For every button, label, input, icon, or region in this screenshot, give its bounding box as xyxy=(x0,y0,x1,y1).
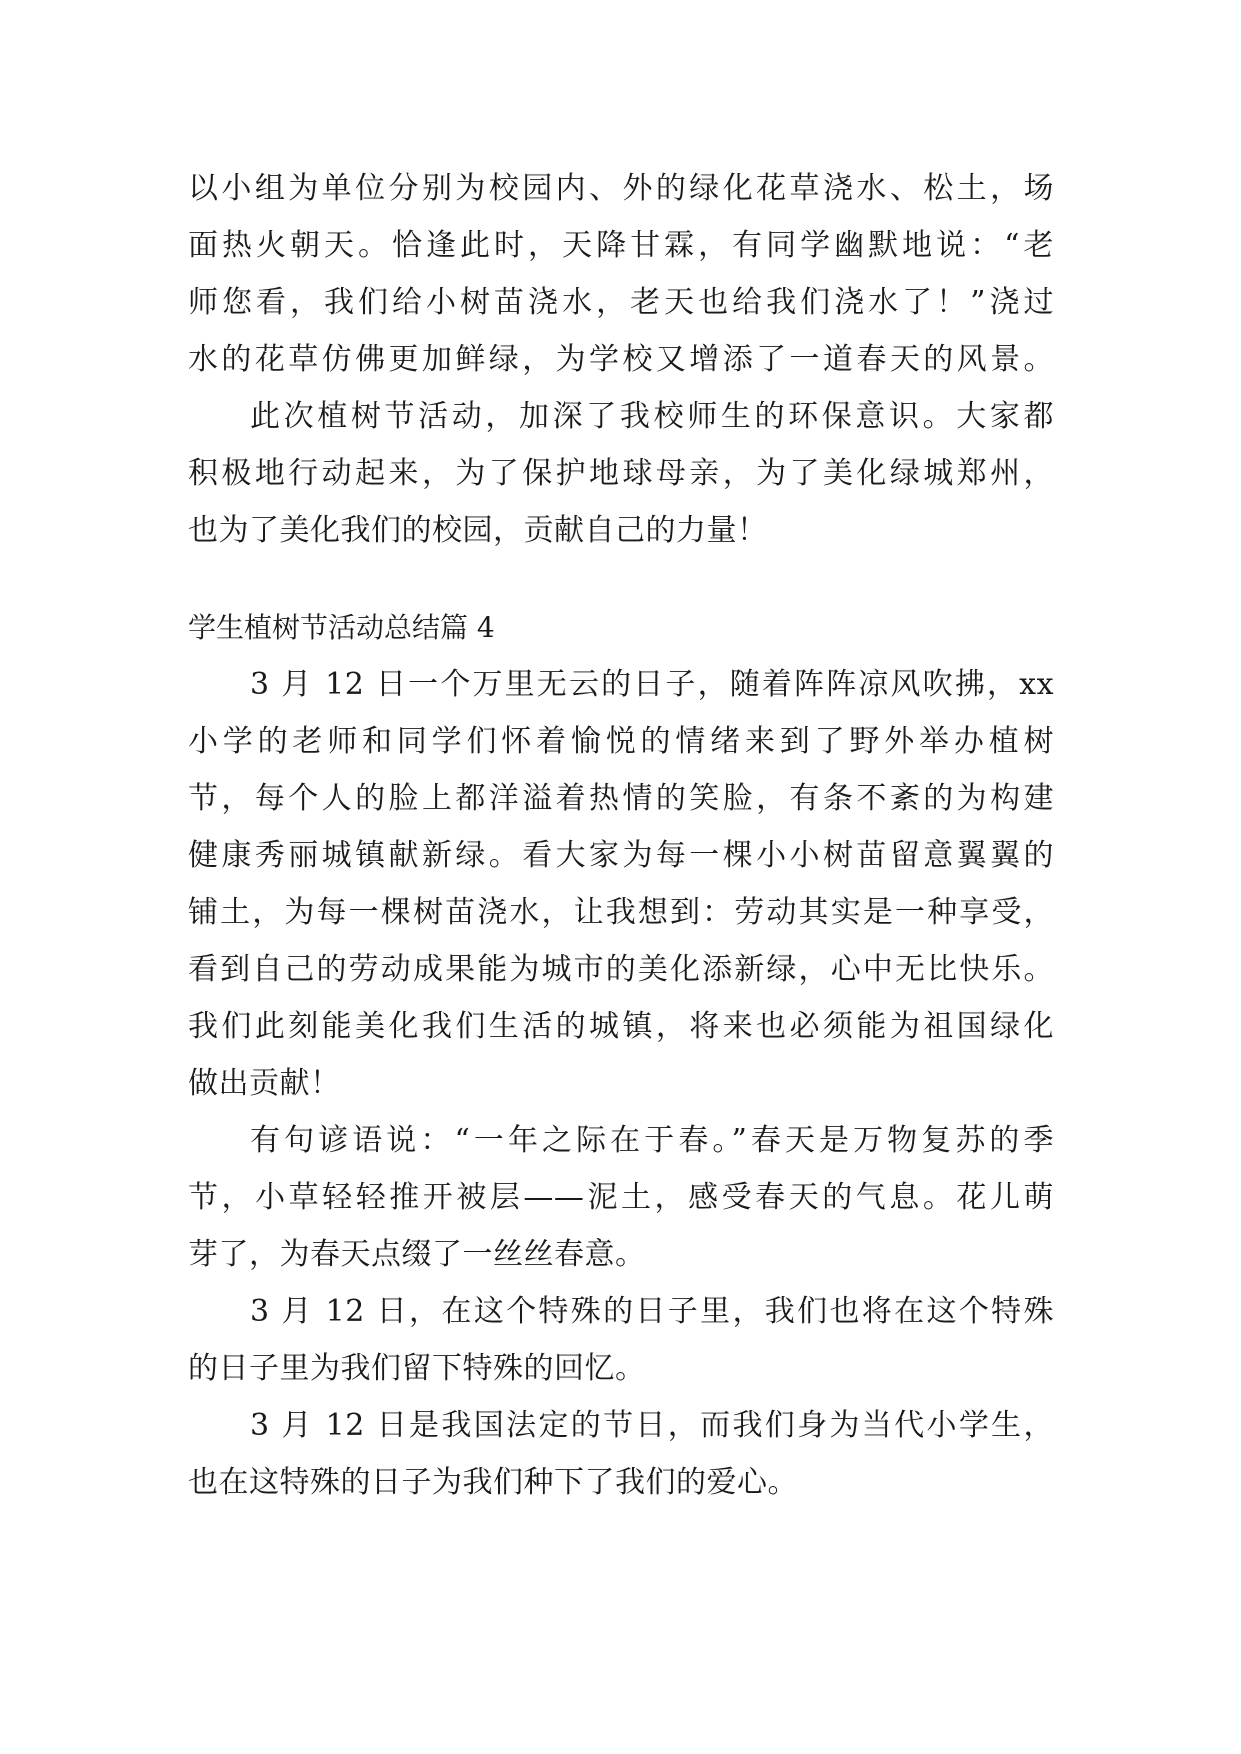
text-line: 水的花草仿佛更加鲜绿，为学校又增添了一道春天的风景。 xyxy=(188,342,1054,377)
text-line: 有句谚语说：“一年之际在于春。”春天是万物复苏的季 xyxy=(250,1123,1054,1158)
text-line: 健康秀丽城镇献新绿。看大家为每一棵小小树苗留意翼翼的 xyxy=(188,838,1054,873)
text-line: 节，小草轻轻推开被层——泥土，感受春天的气息。花儿萌 xyxy=(188,1180,1054,1215)
text-line: 铺土，为每一棵树苗浇水，让我想到：劳动其实是一种享受， xyxy=(188,895,1054,930)
text-line: 3 月 12 日，在这个特殊的日子里，我们也将在这个特殊 xyxy=(250,1294,1054,1329)
text-line: 小学的老师和同学们怀着愉悦的情绪来到了野外举办植树 xyxy=(188,724,1054,759)
text-line: 芽了，为春天点缀了一丝丝春意。 xyxy=(188,1237,646,1272)
text-line: 的日子里为我们留下特殊的回忆。 xyxy=(188,1351,646,1386)
text-line: 面热火朝天。恰逢此时，天降甘霖，有同学幽默地说：“老 xyxy=(188,228,1054,263)
text-line: 看到自己的劳动成果能为城市的美化添新绿，心中无比快乐。 xyxy=(188,952,1054,987)
section-gap xyxy=(188,559,1054,599)
paragraph xyxy=(188,1112,1054,1283)
paragraph xyxy=(188,388,1054,559)
text-line: 此次植树节活动，加深了我校师生的环保意识。大家都 xyxy=(250,399,1054,434)
text-line: 节，每个人的脸上都洋溢着热情的笑脸，有条不紊的为构建 xyxy=(188,781,1054,816)
text-line: 3 月 12 日是我国法定的节日，而我们身为当代小学生， xyxy=(250,1408,1054,1443)
paragraph xyxy=(188,160,1054,388)
section-title: 学生植树节活动总结篇 4 xyxy=(188,611,495,644)
text-line: 3 月 12 日一个万里无云的日子，随着阵阵凉风吹拂，xx xyxy=(250,667,1054,702)
text-line: 也在这特殊的日子为我们种下了我们的爱心。 xyxy=(188,1465,798,1500)
text-line: 积极地行动起来，为了保护地球母亲，为了美化绿城郑州， xyxy=(188,456,1054,491)
text-line: 以小组为单位分别为校园内、外的绿化花草浇水、松土，场 xyxy=(188,171,1054,206)
paragraph xyxy=(188,656,1054,1112)
paragraph xyxy=(188,1283,1054,1397)
text-line: 师您看，我们给小树苗浇水，老天也给我们浇水了！”浇过 xyxy=(188,285,1054,320)
paragraph xyxy=(188,1397,1054,1511)
text-line: 我们此刻能美化我们生活的城镇，将来也必须能为祖国绿化 xyxy=(188,1009,1054,1044)
text-line: 也为了美化我们的校园，贡献自己的力量！ xyxy=(188,513,768,548)
document-page xyxy=(188,160,1054,1511)
text-line: 做出贡献！ xyxy=(188,1066,341,1101)
